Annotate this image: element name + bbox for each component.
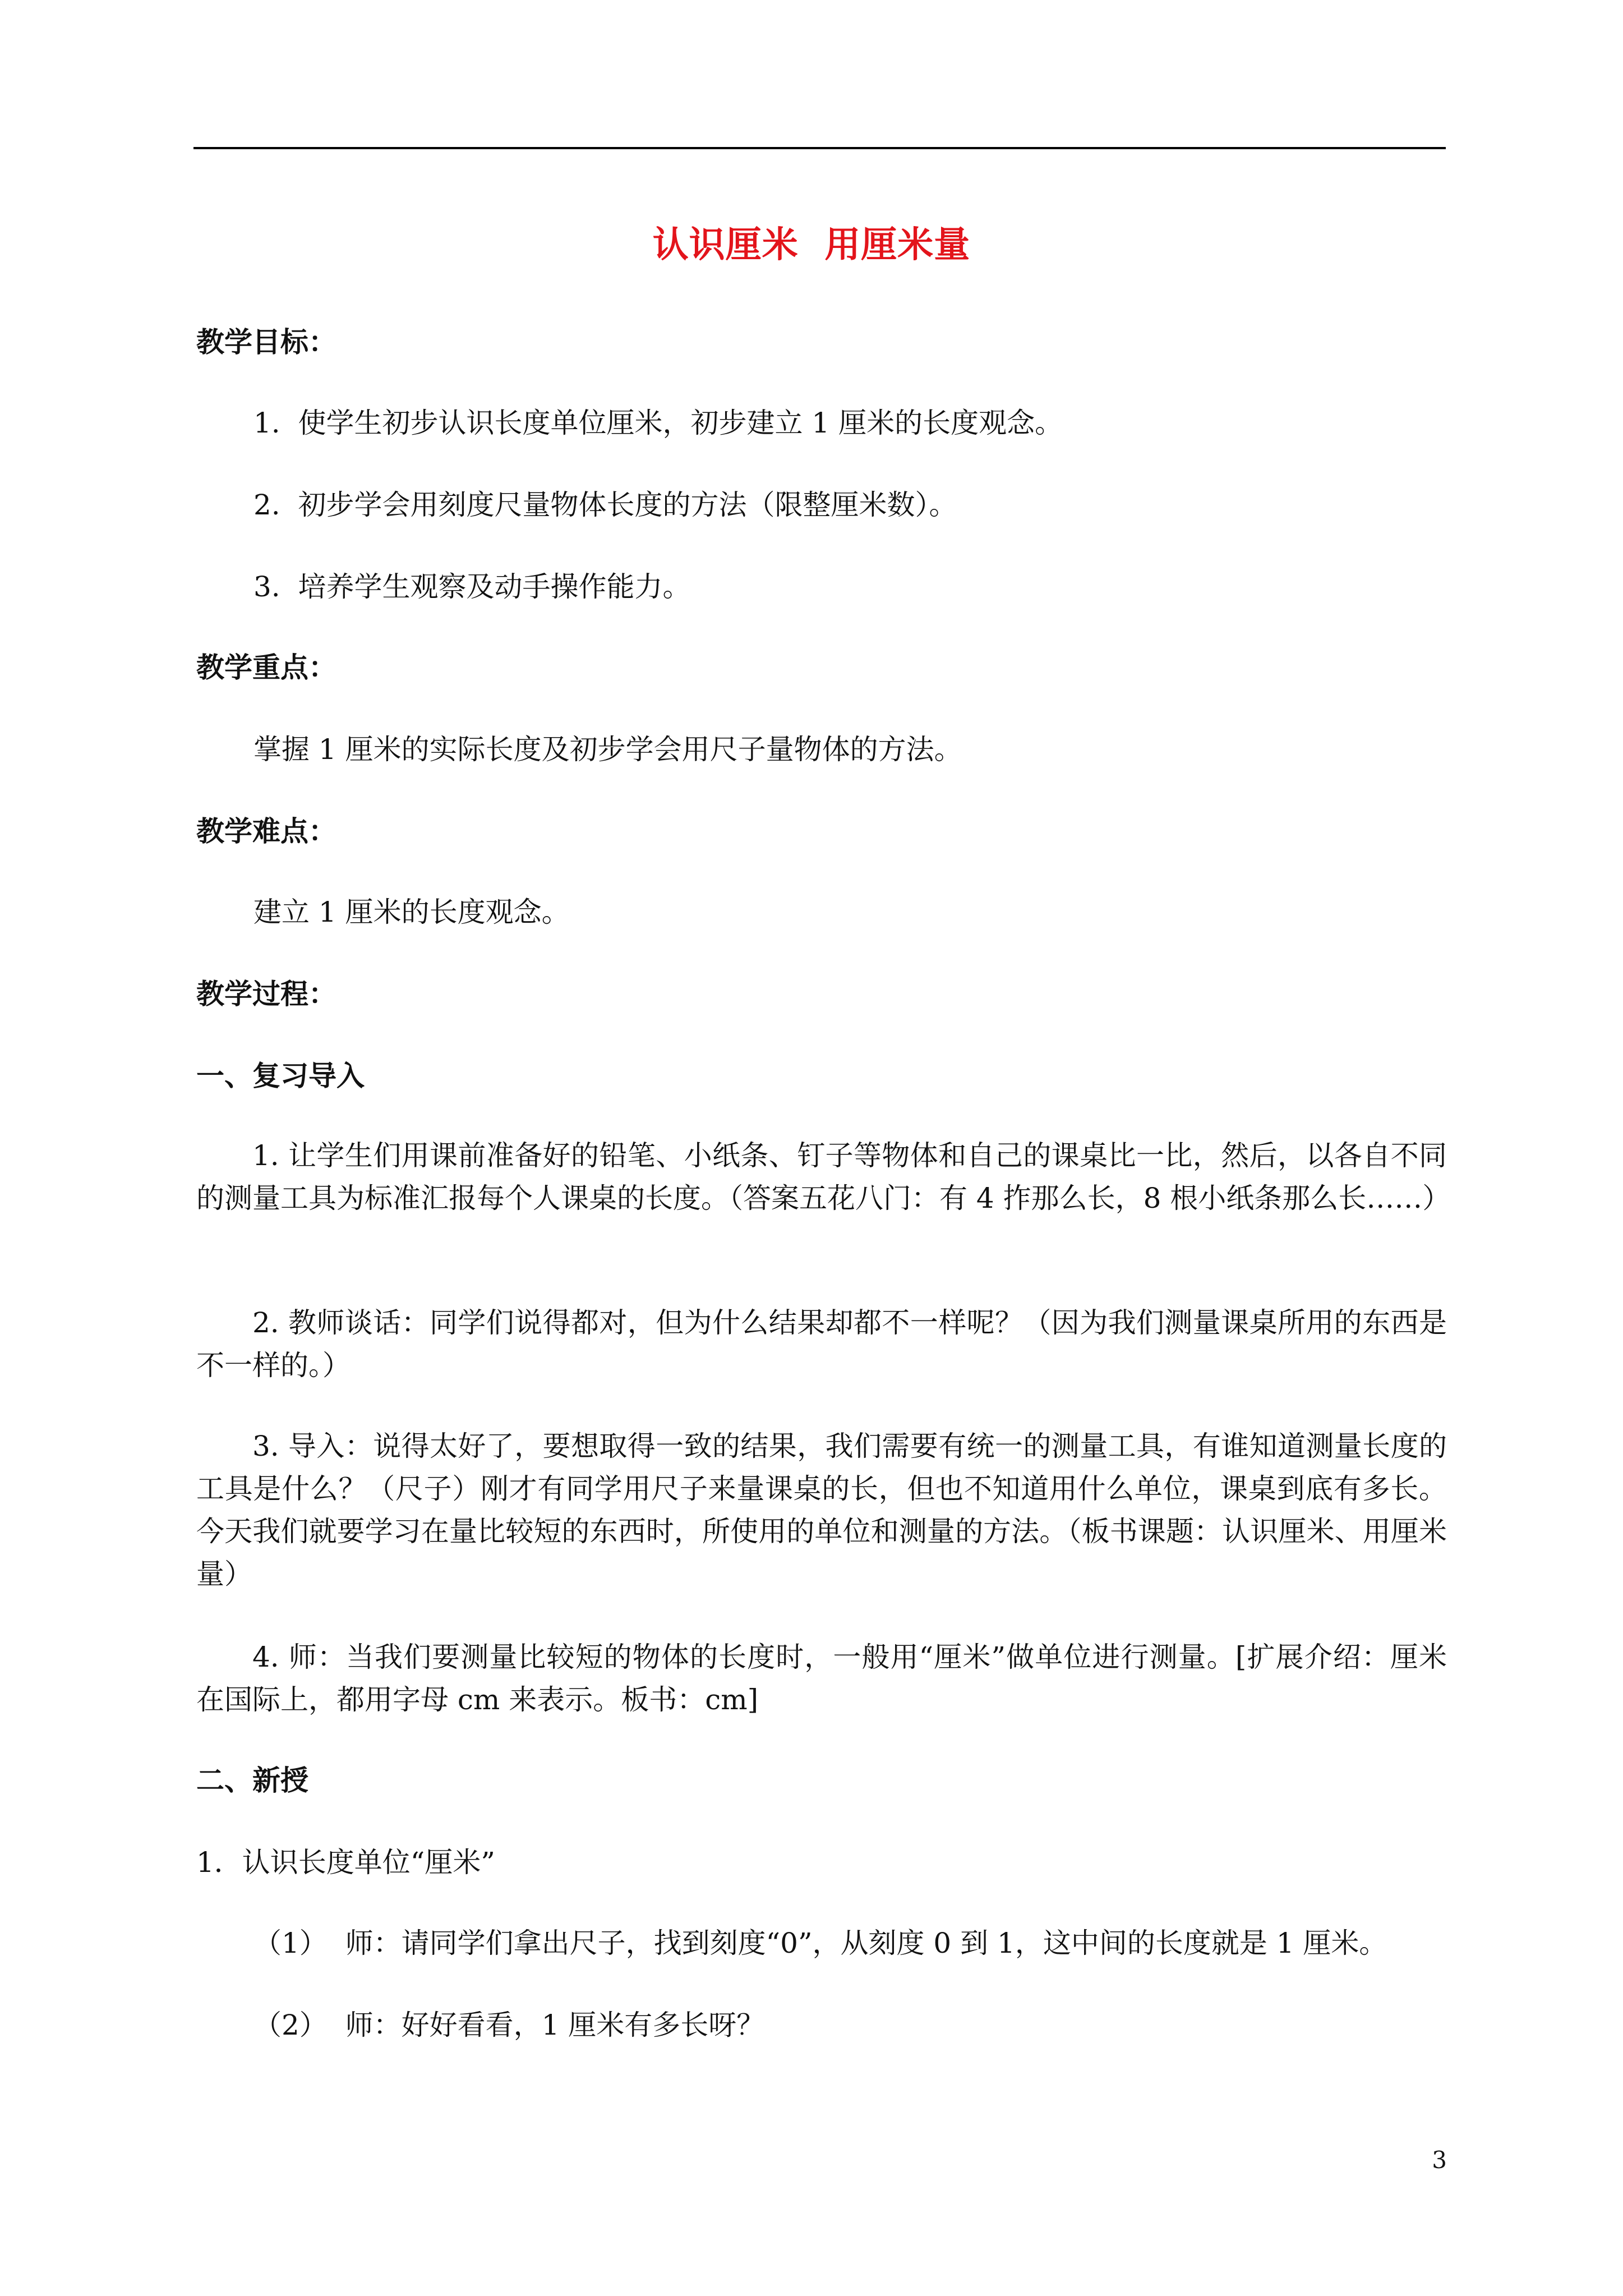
difficulties-text: 建立 1 厘米的长度观念。 (253, 896, 570, 928)
section2-subheading: 1．认识长度单位“厘米” (196, 1846, 495, 1879)
objective-item-1: 1. 使学生初步认识长度单位厘米，初步建立 1 厘米的长度观念。 (253, 407, 1063, 439)
section2-heading: 二、新授 (196, 1764, 308, 1797)
page-number: 3 (1432, 2146, 1447, 2174)
objective-item-2: 2. 初步学会用刻度尺量物体长度的方法（限整厘米数）。 (253, 489, 957, 521)
objective-item-3: 3. 培养学生观察及动手操作能力。 (253, 570, 691, 603)
key-points-text: 掌握 1 厘米的实际长度及初步学会用尺子量物体的方法。 (253, 733, 962, 766)
section2-item-1: （1） 师：请同学们拿出尺子，找到刻度“0”，从刻度 0 到 1，这中间的长度就是 1 厘米。 (253, 1927, 1387, 1959)
process-heading: 教学过程： (196, 977, 336, 1010)
section1-paragraph-2: 2. 教师谈话：同学们说得都对，但为什么结果却都不一样呢？（因为我们测量课桌所用的东西是不一样的。） (196, 1306, 1447, 1382)
section1-paragraph-3: 3. 导入：说得太好了，要想取得一致的结果，我们需要有统一的测量工具，有谁知道测量长度的工具是什么？（尺子）刚才有同学用尺子来量课桌的长，但也不知道用什么单位，课桌到底有多长。今天我们就要学习在量比较短的东西时，所使用的单位和测量的方法。（板书课题：认识厘米、用厘米量） (196, 1430, 1447, 1590)
section1-heading: 一、复习导入 (196, 1059, 365, 1092)
section1-paragraph-4: 4. 师：当我们要测量比较短的物体的长度时，一般用“厘米”做单位进行测量。[扩展介绍：厘米在国际上，都用字母 cm 来表示。板书：cm] (196, 1641, 1447, 1716)
difficulties-heading: 教学难点： (196, 815, 336, 848)
section1-paragraph-1: 1. 让学生们用课前准备好的铅笔、小纸条、钉子等物体和自己的课桌比一比，然后，以各自不同的测量工具为标准汇报每个人课桌的长度。（答案五花八门：有 4 拃那么长，8 根小纸条那么长……） (196, 1139, 1451, 1214)
key-points-heading: 教学重点： (196, 651, 336, 684)
objectives-heading: 教学目标： (196, 325, 336, 358)
document-title: 认识厘米 用厘米量 (652, 224, 971, 266)
section2-item-2: （2） 师：好好看看，1 厘米有多长呀？ (253, 2009, 765, 2041)
header-rule (193, 147, 1446, 149)
